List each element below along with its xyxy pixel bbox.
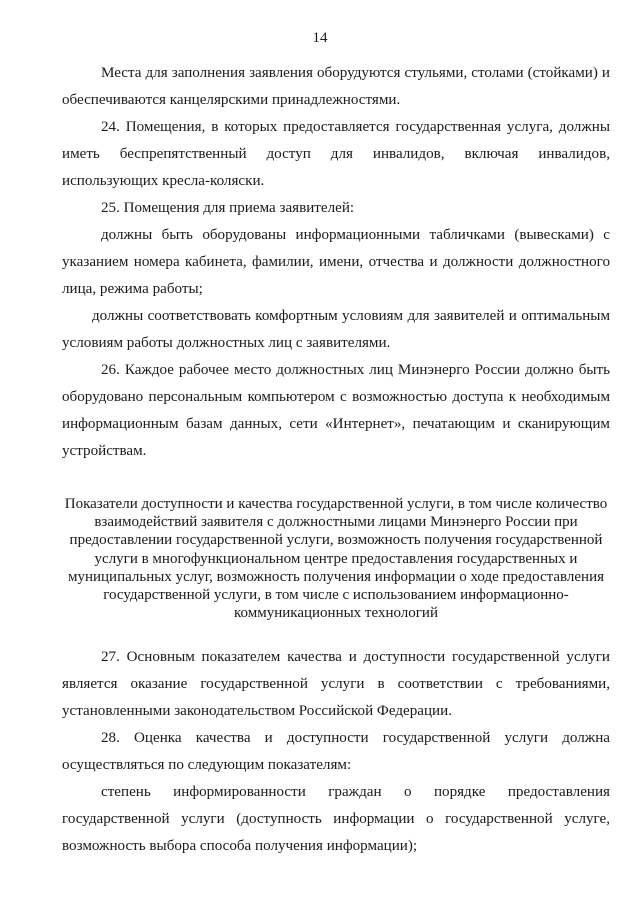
paragraph-27-quality-indicator: 27. Основным показателем качества и доступности государственной услуги является оказание государственной услуги в соответствии с требованиями, установленными законодательством Российской Федерации. [62, 649, 610, 720]
paragraph-25-premises: 25. Помещения для приема заявителей: [101, 200, 355, 216]
page-number: 14 [312, 30, 328, 46]
section-heading-line: муниципальных услуг, возможность получения информации о ходе предоставления [67, 568, 605, 585]
section-heading-line: Показатели доступности и качества государственной услуги, в том числе количество [64, 496, 608, 512]
section-heading-line: государственной услуги, в том числе с использованием информационно- [103, 587, 569, 604]
paragraph-24-accessibility: 24. Помещения, в которых предоставляется государственная услуга, должны иметь беспрепятственный доступ для инвалидов, включая инвалидов, использующих кресла-коляски. [62, 119, 610, 189]
paragraph-workplaces: Места для заполнения заявления оборудуются стульями, столами (стойками) и обеспечиваются канцелярскими принадлежностями. [62, 65, 610, 108]
section-heading-line: взаимодействий заявителя с должностными лицами Минэнерго России при [94, 514, 578, 531]
paragraph-28-awareness: степень информированности граждан о порядке предоставления государственной услуги (доступность информации о государственной услуге, возможность выбора способа получения информации); [62, 784, 610, 855]
paragraph-25-signage: должны быть оборудованы информационными табличками (вывесками) с указанием номера кабинета, фамилии, имени, отчества и должности должностного лица, режима работы; [62, 227, 610, 297]
paragraph-25-comfort: должны соответствовать комфортным условиям для заявителей и оптимальным условиям работы должностных лиц с заявителями. [62, 308, 610, 351]
document-body [62, 60, 610, 860]
section-heading-line: предоставлении государственной услуги, возможность получения государственной [69, 532, 603, 549]
paragraph-28-evaluation: 28. Оценка качества и доступности государственной услуги должна осуществляться по следующим показателям: [62, 730, 610, 774]
section-heading-line: услуги в многофункциональном центре предоставления государственных и [94, 550, 578, 567]
section-heading [62, 495, 610, 622]
section-heading-line: коммуникационных технологий [234, 605, 438, 622]
paragraph-26-workstation: 26. Каждое рабочее место должностных лиц Минэнерго России должно быть оборудовано персональным компьютером с возможностью доступа к необходимым информационным базам данных, сети «Интернет», печатающим и сканирующим устройствам. [62, 362, 610, 459]
